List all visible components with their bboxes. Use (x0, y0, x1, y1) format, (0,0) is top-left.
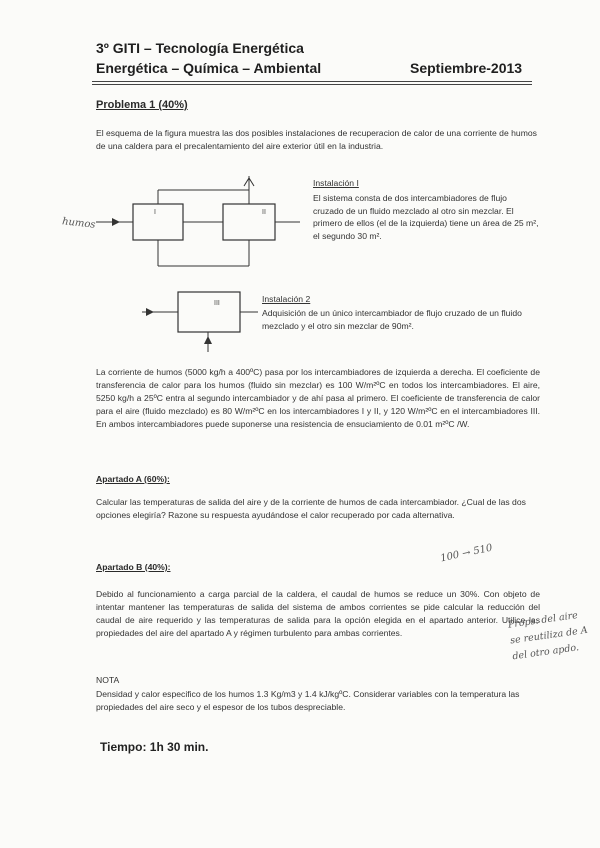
problem-intro: El esquema de la figura muestra las dos posibles instalaciones de recuperacion de calor de una corriente de humos de una caldera para el precalentamiento del aire exterior útil en la industria. (96, 128, 537, 151)
handwritten-humos: humos (61, 216, 96, 231)
air-inlet-arrow-2 (204, 336, 212, 344)
installation-2-schematic (142, 292, 258, 352)
smoke-inlet-arrow-2 (146, 308, 154, 316)
course-subtitle: Energética – Química – Ambiental (96, 60, 322, 76)
exchanger-III-label: III (214, 300, 220, 307)
exchanger-II-box (223, 204, 275, 240)
course-title: 3º GITI – Tecnología Energética (96, 40, 304, 56)
section-a-text: Calcular las temperaturas de salida del aire y de la corriente de humos de cada intercambiador. ¿Cual de las dos opciones elegiría? Razone su respuesta ayudándose el calor recuperado por cada alternativa. (96, 497, 526, 520)
section-a-title: Apartado A (60%): (96, 474, 170, 484)
exchanger-I-label: I (154, 209, 156, 216)
installation-1-schematic (96, 176, 300, 266)
handwritten-side-note: Props. del aire se reutiliza de A del otro apdo. (507, 609, 589, 663)
installation-1-text: El sistema consta de dos intercambiadores de flujo cruzado de un fluido mezclado al otro sin mezclar. El primero de ellos (el de la izquierda) tiene un área de 25 m², el segundo 30 m². (313, 193, 539, 241)
smoke-inlet-arrow (112, 218, 120, 226)
nota-text: Densidad y calor especifico de los humos 1.3 Kg/m3 y 1.4 kJ/kgºC. Considerar variables con la temperatura las propiedades del aire seco y el espesor de los tubos despreciable. (96, 689, 520, 712)
exchanger-I-box (133, 204, 183, 240)
flow-paragraph: La corriente de humos (5000 kg/h a 400ºC) pasa por los intercambiadores de izquierda a derecha. El coeficiente de transferencia de calor para los humos (fluido sin mezclar) es 100 W/m²ºC en todos los intercambiadores. El aire, 5250 kg/h a 25ºC entra al segundo intercambiador y de ahí pasa al primero. El coeficiente de transferencia de calor para el aire (fluido mezclado) es 80 W/m²ºC en los intercambiadores I y II, y 120 W/m²ºC en el intercambiadores III. En ambos intercambiadores puede suponerse una resistencia de ensuciamiento de 0.01 m²ºC /W. (96, 367, 540, 429)
installation-2-text: Adquisición de un único intercambiador de flujo cruzado de un fluido mezclado y el otro sin mezclar de 90m². (262, 308, 522, 331)
exam-time: Tiempo: 1h 30 min. (100, 740, 209, 754)
nota-title: NOTA (96, 675, 120, 685)
section-b-text: Debido al funcionamiento a carga parcial de la caldera, el caudal de humos se reduce un 30%. Con objeto de intentar mantener las temperaturas de salida del sistema de ambos corrientes se pide calcular la reducción del caudal de aire requerido y las temperaturas de salida para la opción elegida en el apartado anterior. Utilice las propiedades del aire del apartado A y régimen turbulento para ambas corrientes. (96, 589, 540, 638)
handwritten-calc: 100 → 510 (439, 542, 494, 565)
section-b-title: Apartado B (40%): (96, 562, 171, 572)
exchanger-II-label: II (262, 209, 266, 216)
installation-2-title: Instalación 2 (262, 294, 311, 304)
exchanger-III-box (178, 292, 240, 332)
problem-title: Problema 1 (40%) (96, 99, 188, 111)
installation-1-title: Instalación I (313, 178, 359, 188)
exam-date: Septiembre-2013 (410, 60, 523, 76)
